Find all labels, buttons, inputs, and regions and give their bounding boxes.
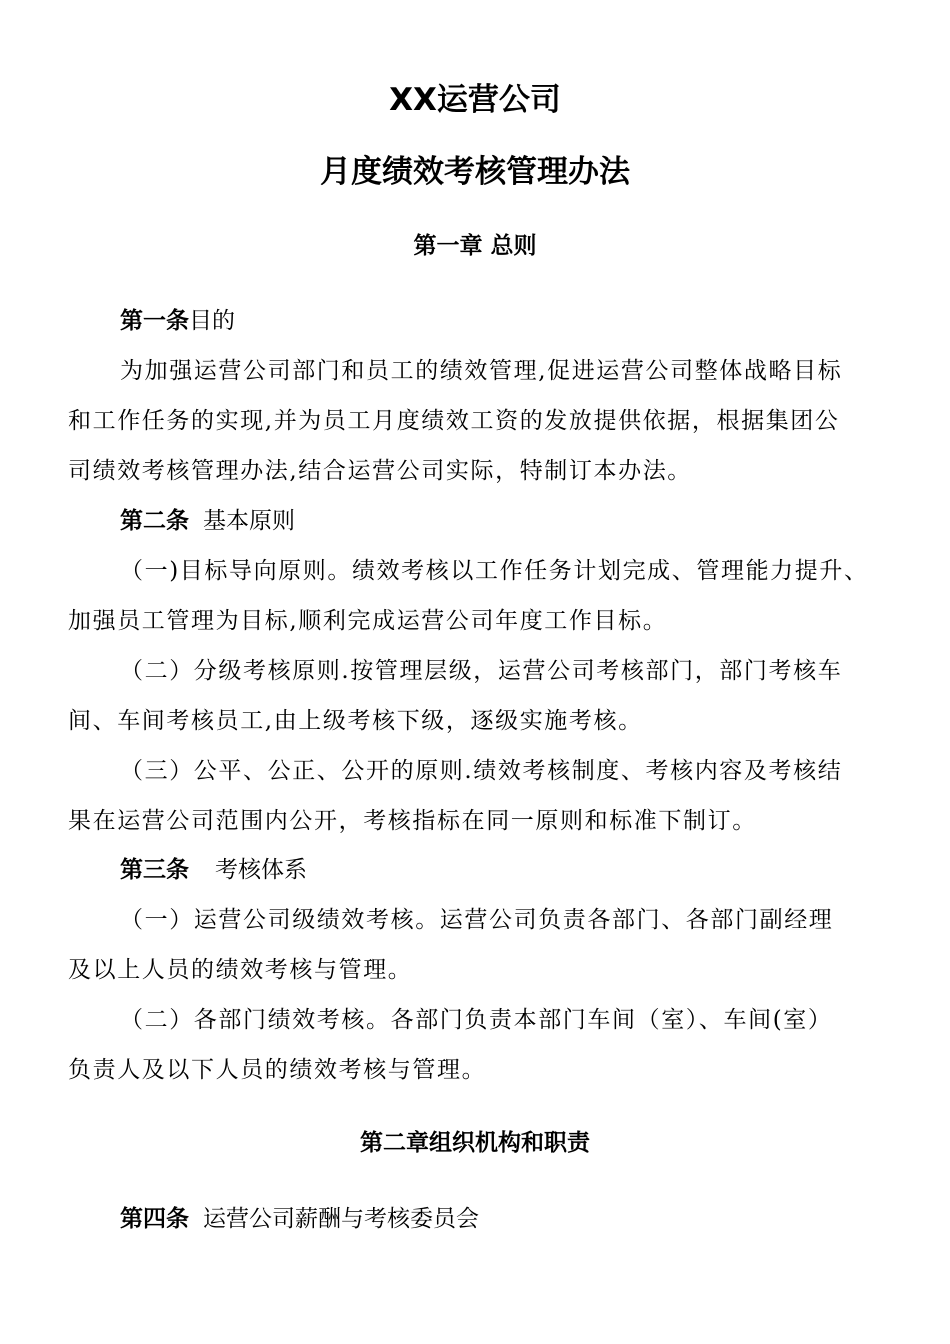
paragraph-line: 加强员工管理为目标,顺利完成运营公司年度工作目标。 xyxy=(68,608,668,634)
article-2-item-1 xyxy=(68,546,898,646)
paragraph-line: 负责人及以下人员的绩效考核与管理。 xyxy=(68,1057,487,1083)
article-3-item-2 xyxy=(68,995,898,1095)
article-number: 第三条 xyxy=(120,857,189,883)
article-2-heading xyxy=(120,505,295,537)
paragraph-line: 为加强运营公司部门和员工的绩效管理,促进运营公司整体战略目标 xyxy=(120,358,843,384)
article-3-item-1 xyxy=(68,895,898,995)
article-number: 第一条 xyxy=(120,308,189,334)
article-title: 考核体系 xyxy=(215,857,307,883)
paragraph-line: （二）分级考核原则.按管理层级，运营公司考核部门，部门考核车 xyxy=(120,658,843,684)
paragraph-line: 间、车间考核员工,由上级考核下级，逐级实施考核。 xyxy=(68,708,643,734)
article-2-item-3 xyxy=(68,746,898,846)
paragraph-line: （二）各部门绩效考核。各部门负责本部门车间（室）、车间(室） xyxy=(120,1007,833,1033)
paragraph-line: 及以上人员的绩效考核与管理。 xyxy=(68,957,413,983)
article-title: 基本原则 xyxy=(203,508,295,534)
article-2-item-2 xyxy=(68,646,898,746)
article-title: 目的 xyxy=(189,308,235,334)
paragraph-line: （三）公平、公正、公开的原则.绩效考核制度、考核内容及考核结 xyxy=(120,758,843,784)
paragraph-line: 果在运营公司范围内公开，考核指标在同一原则和标准下制订。 xyxy=(68,808,757,834)
article-number: 第二条 xyxy=(120,508,189,534)
article-4-heading xyxy=(120,1203,479,1235)
paragraph-line: （一）运营公司级绩效考核。运营公司负责各部门、各部门副经理 xyxy=(120,907,834,933)
paragraph-line: （一)目标导向原则。绩效考核以工作任务计划完成、管理能力提升、 xyxy=(120,558,869,584)
chapter-heading-1: 第一章 总则 xyxy=(413,233,537,259)
document-title-main: 月度绩效考核管理办法 xyxy=(320,154,630,190)
article-title: 运营公司薪酬与考核委员会 xyxy=(203,1206,479,1232)
article-number: 第四条 xyxy=(120,1206,189,1232)
article-1-heading xyxy=(120,305,235,337)
chapter-heading-2: 第二章组织机构和职责 xyxy=(360,1130,590,1156)
paragraph-line: 司绩效考核管理办法,结合运营公司实际，特制订本办法。 xyxy=(68,458,692,484)
article-1-paragraph xyxy=(68,346,898,496)
paragraph-line: 和工作任务的实现,并为员工月度绩效工资的发放提供依据，根据集团公 xyxy=(68,408,840,434)
article-3-heading xyxy=(120,854,307,886)
document-title-company: XX运营公司 xyxy=(389,82,561,118)
